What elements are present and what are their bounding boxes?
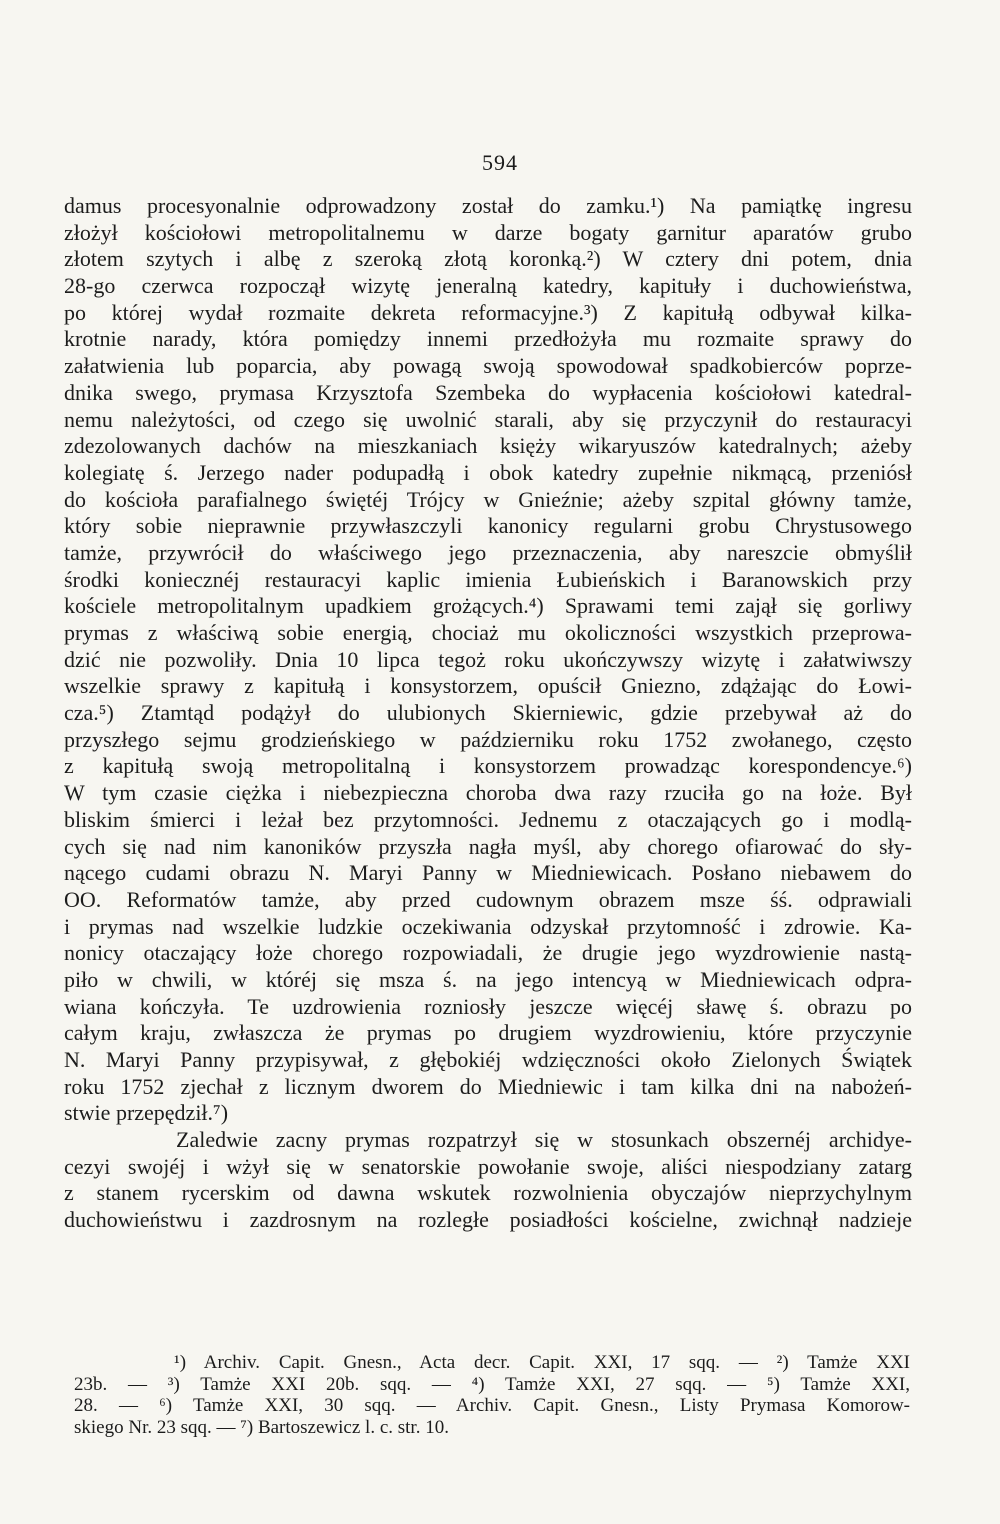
- text-line: nącego cudami obrazu N. Maryi Panny w Miedniewicach. Posłano niebawem do: [64, 860, 912, 886]
- text-line: z kapitułą swoją metropolitalną i konsystorzem prowadząc korespondencye.⁶): [64, 753, 912, 779]
- text-line: załatwienia lub poparcia, aby powagą swoją spowodował spadkobierców poprze-: [64, 353, 912, 379]
- footnote-line: ¹) Archiv. Capit. Gnesn., Acta decr. Capit. XXI, 17 sqq. — ²) Tamże XXI: [174, 1352, 910, 1373]
- text-line: nonicy otaczający łoże chorego rozpowiadali, że drugie jego wyzdrowienie nastą-: [64, 940, 912, 966]
- text-line: piło w chwili, w któréj się msza ś. na jego intencyą w Miedniewicach odpra-: [64, 966, 912, 992]
- text-line: z stanem rycerskim od dawna wskutek rozwolnienia obyczajów nieprzychylnym: [64, 1180, 912, 1206]
- text-line: cezyi swojéj i wżył się w senatorskie powołanie swoje, aliści niespodziany zatarg: [64, 1153, 912, 1179]
- body-text: [64, 193, 912, 1234]
- text-line: krotnie narady, która pomiędzy innemi przedłożyła mu rozmaite sprawy do: [64, 326, 912, 352]
- text-line: zdezolowanych dachów na mieszkaniach księży wikaryuszów katedralnych; ażeby: [64, 433, 912, 459]
- text-line: który sobie nieprawnie przywłaszczyli kanonicy regularni grobu Chrystusowego: [64, 513, 912, 539]
- text-line: środki koniecznéj restauracyi kaplic imienia Łubieńskich i Baranowskich przy: [64, 566, 912, 592]
- text-line: duchowieństwu i zazdrosnym na rozległe posiadłości kościelne, zwichnął nadzieje: [64, 1207, 912, 1233]
- text-line: i prymas nad wszelkie ludzkie oczekiwania odzyskał przytomność i zdrowie. Ka-: [64, 913, 912, 939]
- text-line: do kościoła parafialnego świętéj Trójcy w Gnieźnie; ażeby szpital główny tamże,: [64, 486, 912, 512]
- text-line: OO. Reformatów tamże, aby przed cudownym obrazem msze śś. odprawiali: [64, 886, 912, 912]
- text-line: prymas z właściwą sobie energią, chociaż mu okoliczności wszystkich przeprowa-: [64, 620, 912, 645]
- text-line: dnika swego, prymasa Krzysztofa Szembeka do wypłacenia kościołowi katedral-: [64, 379, 912, 405]
- footnote-line: 28. — ⁶) Tamże XXI, 30 sqq. — Archiv. Capit. Gnesn., Listy Prymasa Komorow-: [74, 1395, 910, 1416]
- text-line: nemu należytości, od czego się uwolnić starali, aby się przyczynił do restauracyi: [64, 406, 912, 432]
- text-line: dzić nie pozwoliły. Dnia 10 lipca tegoż roku ukończywszy wizytę i załatwiwszy: [64, 646, 912, 672]
- text-line: N. Maryi Panny przypisywał, z głębokiéj wdzięczności około Zielonych Świątek: [64, 1047, 912, 1072]
- text-line: W tym czasie ciężka i niebezpieczna choroba dwa razy rzuciła go na łoże. Był: [64, 780, 912, 806]
- text-line: wszelkie sprawy z kapitułą i konsystorzem, opuścił Gniezno, zdążając do Łowi-: [64, 673, 912, 699]
- text-line: roku 1752 zjechał z licznym dworem do Miedniewic i tam kilka dni na nabożeń-: [64, 1073, 912, 1099]
- text-line: Zaledwie zacny prymas rozpatrzył się w stosunkach obszernéj archidye-: [176, 1127, 912, 1153]
- text-line: całym kraju, zwłaszcza że prymas po drugiem wyzdrowieniu, które przyczynie: [64, 1020, 912, 1046]
- text-line: złotem szytych i albę z szeroką złotą koronką.²) W cztery dni potem, dnia: [64, 246, 912, 272]
- text-line: cza.⁵) Ztamtąd podążył do ulubionych Skierniewic, gdzie przebywał aż do: [64, 700, 912, 726]
- text-line: cych się nad nim kanoników przyszła nagła myśl, aby chorego ofiarować do sły-: [64, 833, 912, 859]
- footnote-line: 23b. — ³) Tamże XXI 20b. sqq. — ⁴) Tamże XXI, 27 sqq. — ⁵) Tamże XXI,: [74, 1373, 910, 1395]
- text-line: tamże, przywrócił do właściwego jego przeznaczenia, aby nareszcie obmyślił: [64, 539, 912, 565]
- text-line: stwie przepędził.⁷): [64, 1100, 229, 1126]
- page-number: 594: [482, 150, 518, 175]
- footnote-line: skiego Nr. 23 sqq. — ⁷) Bartoszewicz l. c. str. 10.: [74, 1416, 449, 1438]
- text-line: po której wydał rozmaite dekreta reformacyjne.³) Z kapitułą odbywał kilka-: [64, 299, 912, 325]
- text-line: damus procesyonalnie odprowadzony został do zamku.¹) Na pamiątkę ingresu: [64, 193, 912, 218]
- text-line: wiana kończyła. Te uzdrowienia rozniosły jeszcze więcéj sławę ś. obrazu po: [64, 993, 912, 1019]
- text-line: 28-go czerwca rozpoczął wizytę jeneralną katedry, kapituły i duchowieństwa,: [64, 273, 912, 299]
- footnotes: [74, 1352, 910, 1438]
- text-line: kościele metropolitalnym upadkiem grożących.⁴) Sprawami temi zajął się gorliwy: [64, 593, 912, 619]
- text-line: przyszłego sejmu grodzieńskiego w październiku roku 1752 zwołanego, często: [64, 726, 912, 752]
- text-line: kolegiatę ś. Jerzego nader podupadłą i obok katedry zupełnie nikmącą, przeniósł: [64, 459, 912, 485]
- text-line: złożył kościołowi metropolitalnemu w darze bogaty garnitur aparatów grubo: [64, 219, 912, 245]
- text-line: bliskim śmierci i leżał bez przytomności. Jednemu z otaczających go i modlą-: [64, 806, 912, 832]
